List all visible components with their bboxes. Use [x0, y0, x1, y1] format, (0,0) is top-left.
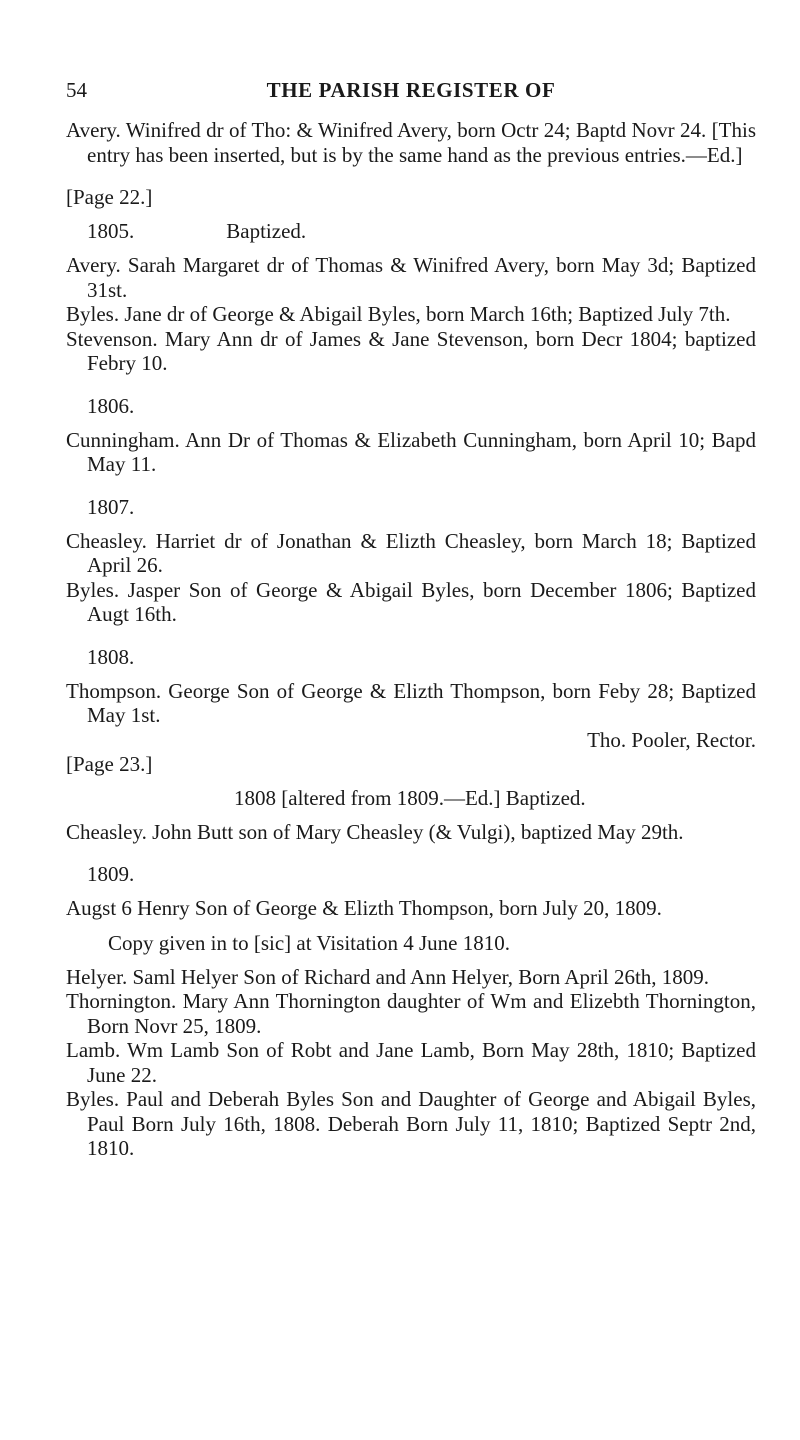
- entry-byles-paul-deberah: Byles. Paul and Deberah Byles Son and Daughter of George and Abigail Byles, Paul Born July 16th, 1808. Deberah Born July 11, 1810; Baptized Septr 2nd, 1810.: [66, 1087, 756, 1160]
- running-title: THE PARISH REGISTER OF: [266, 78, 556, 102]
- year-1806: 1806.: [87, 393, 135, 418]
- baptized-caption: Baptized.: [226, 219, 307, 243]
- entry-thompson-henry: Augst 6 Henry Son of George & Elizth Thompson, born July 20, 1809.: [66, 896, 662, 920]
- entry-stevenson-mary: Stevenson. Mary Ann dr of James & Jane Stevenson, born Decr 1804; baptized Febry 10.: [66, 326, 756, 375]
- entry-helyer-saml: Helyer. Saml Helyer Son of Richard and Ann Helyer, Born April 26th, 1809.: [66, 964, 710, 989]
- year-heading-1805: [66, 219, 756, 243]
- entry-cheasley-harriet: Cheasley. Harriet dr of Jonathan & Elizth Cheasley, born March 18; Baptized April 26.: [66, 528, 756, 577]
- page-marker-23: [Page 23.]: [66, 751, 153, 776]
- entry-lamb-wm: Lamb. Wm Lamb Son of Robt and Jane Lamb, Born May 28th, 1810; Baptized June 22.: [66, 1038, 756, 1087]
- entry-avery-winifred: Avery. Winifred dr of Tho: & Winifred Avery, born Octr 24; Baptd Novr 24. [This entry has been inserted, but is by the same hand as the previous entries.—Ed.]: [66, 118, 756, 167]
- entry-thompson-george: Thompson. George Son of George & Elizth Thompson, born Feby 28; Baptized May 1st.: [66, 678, 756, 727]
- entry-cheasley-john: Cheasley. John Butt son of Mary Cheasley (& Vulgi), baptized May 29th.: [66, 819, 684, 844]
- entry-byles-jane: Byles. Jane dr of George & Abigail Byles, born March 16th; Baptized July 7th.: [66, 302, 731, 326]
- entry-thornington-mary: Thornington. Mary Ann Thornington daughter of Wm and Elizebth Thornington, Born Novr 25, 1809.: [66, 989, 756, 1038]
- entry-avery-sarah: Avery. Sarah Margaret dr of Thomas & Winifred Avery, born May 3d; Baptized 31st.: [66, 253, 756, 302]
- year-1805: 1805.: [87, 219, 135, 243]
- year-1808-altered: 1808 [altered from 1809.—Ed.] Baptized.: [234, 785, 586, 810]
- year-1808: 1808.: [87, 644, 135, 669]
- year-1809: 1809.: [87, 862, 135, 886]
- page-marker-22: [Page 22.]: [66, 185, 153, 209]
- register-page: [66, 78, 756, 1161]
- page-number: 54: [66, 78, 87, 102]
- visitation-copy-note: Copy given in to [sic] at Visitation 4 June 1810.: [108, 930, 510, 955]
- entry-byles-jasper: Byles. Jasper Son of George & Abigail Byles, born December 1806; Baptized Augt 16th.: [66, 577, 756, 626]
- page-header: [66, 78, 756, 118]
- year-1807: 1807.: [87, 494, 135, 519]
- rector-signature: Tho. Pooler, Rector.: [587, 727, 756, 752]
- entry-cunningham-ann: Cunningham. Ann Dr of Thomas & Elizabeth Cunningham, born April 10; Bapd May 11.: [66, 427, 756, 476]
